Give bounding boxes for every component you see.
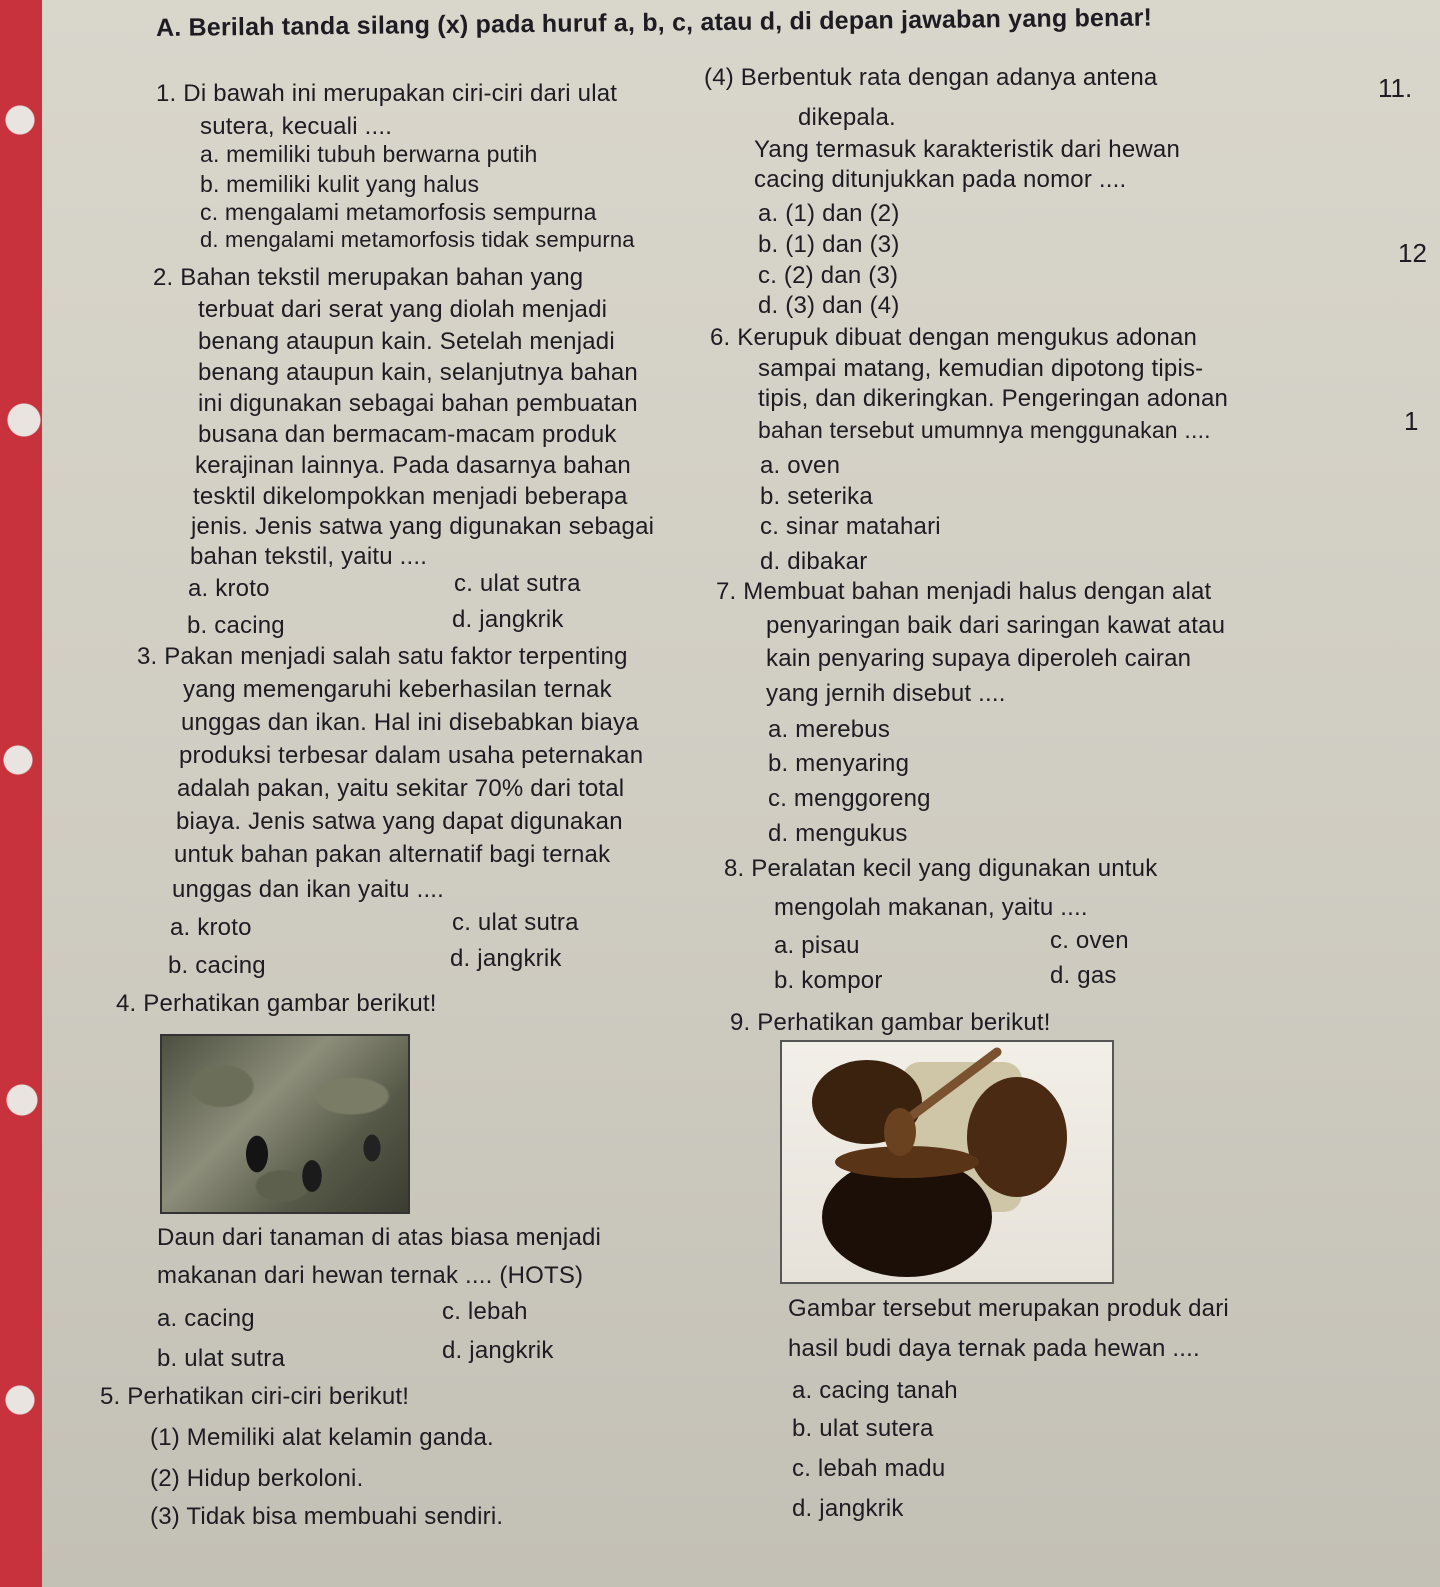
option-c[interactable]: c. menggoreng: [768, 785, 931, 812]
option-b[interactable]: b. ulat sutra: [157, 1345, 286, 1372]
question-stem-line: biaya. Jenis satwa yang dapat digunakan: [176, 808, 623, 835]
section-title: A. Berilah tanda silang (x) pada huruf a, b, c, atau d, di depan jawaban yang benar!: [155, 3, 1153, 42]
option-a[interactable]: a. pisau: [774, 932, 860, 959]
question-line: Yang termasuk karakteristik dari hewan: [754, 136, 1181, 163]
question-caption-line: hasil budi daya ternak pada hewan ....: [788, 1335, 1200, 1362]
option-b[interactable]: b. kompor: [774, 967, 883, 994]
question-stem-line: 8. Peralatan kecil yang digunakan untuk: [724, 855, 1158, 882]
option-c[interactable]: c. oven: [1050, 927, 1129, 954]
question-stem-line: kerajinan lainnya. Pada dasarnya bahan: [195, 452, 631, 479]
option-c[interactable]: c. ulat sutra: [454, 570, 581, 597]
option-d[interactable]: d. jangkrik: [792, 1495, 904, 1522]
mulberry-plant-image: [160, 1034, 410, 1214]
honey-jar-image: [780, 1040, 1114, 1284]
option-b[interactable]: b. cacing: [168, 952, 266, 979]
option-d[interactable]: d. mengalami metamorfosis tidak sempurna: [200, 227, 635, 252]
background-fabric: [0, 0, 42, 1587]
question-stem-line: produksi terbesar dalam usaha peternakan: [179, 742, 644, 769]
question-stem-line: unggas dan ikan. Hal ini disebabkan biaya: [181, 709, 639, 736]
question-caption-line: Daun dari tanaman di atas biasa menjadi: [157, 1224, 602, 1251]
characteristic-item: (2) Hidup berkoloni.: [150, 1465, 364, 1492]
question-stem-line: yang jernih disebut ....: [766, 680, 1006, 707]
edge-number: 12: [1398, 238, 1427, 268]
option-c[interactable]: c. ulat sutra: [452, 909, 579, 936]
question-stem-line: busana dan bermacam-macam produk: [198, 421, 617, 448]
question-stem-line: jenis. Jenis satwa yang digunakan sebagai: [191, 513, 655, 540]
question-stem-line: untuk bahan pakan alternatif bagi ternak: [174, 841, 611, 868]
question-stem-line: adalah pakan, yaitu sekitar 70% dari total: [177, 775, 625, 802]
question-stem-line: sutera, kecuali ....: [200, 113, 393, 140]
question-stem-line: terbuat dari serat yang diolah menjadi: [198, 296, 608, 323]
question-stem-line: mengolah makanan, yaitu ....: [774, 894, 1088, 921]
option-b[interactable]: b. cacing: [187, 612, 285, 639]
option-c[interactable]: c. mengalami metamorfosis sempurna: [200, 199, 597, 225]
question-stem-line: yang memengaruhi keberhasilan ternak: [183, 676, 612, 703]
option-d[interactable]: d. dibakar: [760, 548, 868, 575]
option-a[interactable]: a. kroto: [170, 914, 252, 941]
question-caption-line: Gambar tersebut merupakan produk dari: [788, 1295, 1229, 1322]
option-b[interactable]: b. memiliki kulit yang halus: [200, 171, 480, 197]
option-a[interactable]: a. merebus: [768, 716, 891, 743]
option-d[interactable]: d. jangkrik: [450, 945, 562, 972]
question-stem-line: 2. Bahan tekstil merupakan bahan yang: [153, 264, 584, 291]
characteristic-item: (4) Berbentuk rata dengan adanya antena: [704, 64, 1158, 91]
option-a[interactable]: a. cacing: [157, 1305, 255, 1332]
option-a[interactable]: a. memiliki tubuh berwarna putih: [200, 141, 538, 167]
option-b[interactable]: b. ulat sutera: [792, 1415, 934, 1442]
question-stem-line: 7. Membuat bahan menjadi halus dengan alat: [716, 578, 1212, 605]
characteristic-item: dikepala.: [798, 104, 896, 131]
question-stem-line: benang ataupun kain. Setelah menjadi: [198, 328, 615, 355]
option-a[interactable]: a. (1) dan (2): [758, 200, 900, 227]
option-a[interactable]: a. kroto: [188, 575, 270, 602]
characteristic-item: (1) Memiliki alat kelamin ganda.: [150, 1424, 494, 1451]
question-stem: 9. Perhatikan gambar berikut!: [730, 1009, 1051, 1036]
option-b[interactable]: b. menyaring: [768, 750, 910, 777]
question-stem-line: kain penyaring supaya diperoleh cairan: [766, 645, 1192, 672]
option-c[interactable]: c. lebah madu: [792, 1455, 946, 1482]
question-stem-line: penyaringan baik dari saringan kawat atau: [766, 612, 1226, 639]
option-c[interactable]: c. lebah: [442, 1298, 528, 1325]
question-stem-line: 3. Pakan menjadi salah satu faktor terpenting: [137, 643, 628, 670]
question-stem-line: 1. Di bawah ini merupakan ciri-ciri dari ulat: [156, 80, 618, 107]
question-stem-line: benang ataupun kain, selanjutnya bahan: [198, 359, 638, 386]
question-stem: 4. Perhatikan gambar berikut!: [116, 990, 437, 1017]
option-c[interactable]: c. (2) dan (3): [758, 262, 899, 289]
question-stem-line: sampai matang, kemudian dipotong tipis-: [758, 355, 1204, 382]
question-stem-line: tipis, dan dikeringkan. Pengeringan adonan: [758, 385, 1229, 412]
question-stem-line: 6. Kerupuk dibuat dengan mengukus adonan: [710, 324, 1198, 351]
option-a[interactable]: a. cacing tanah: [792, 1377, 958, 1404]
option-a[interactable]: a. oven: [760, 452, 841, 479]
question-caption-line: makanan dari hewan ternak .... (HOTS): [157, 1262, 584, 1289]
edge-number: 11.: [1378, 73, 1413, 103]
honey-illustration: [782, 1042, 1112, 1282]
option-d[interactable]: d. jangkrik: [442, 1337, 554, 1364]
option-d[interactable]: d. (3) dan (4): [758, 292, 900, 319]
edge-number: 1: [1404, 406, 1419, 436]
option-d[interactable]: d. mengukus: [768, 820, 908, 847]
honeycomb-dark: [967, 1077, 1067, 1197]
option-b[interactable]: b. (1) dan (3): [758, 231, 900, 258]
question-stem: 5. Perhatikan ciri-ciri berikut!: [100, 1383, 410, 1410]
option-d[interactable]: d. jangkrik: [452, 606, 564, 633]
question-line: cacing ditunjukkan pada nomor ....: [754, 166, 1127, 193]
question-stem-line: unggas dan ikan yaitu ....: [172, 876, 445, 903]
option-b[interactable]: b. seterika: [760, 483, 873, 510]
honey-dipper-head: [884, 1108, 916, 1156]
question-stem-line: ini digunakan sebagai bahan pembuatan: [198, 390, 638, 417]
option-c[interactable]: c. sinar matahari: [760, 513, 941, 540]
characteristic-item: (3) Tidak bisa membuahi sendiri.: [150, 1503, 504, 1530]
question-stem-line: tesktil dikelompokkan menjadi beberapa: [193, 483, 628, 510]
question-stem-line: bahan tekstil, yaitu ....: [190, 543, 428, 570]
option-d[interactable]: d. gas: [1050, 962, 1117, 989]
question-stem-line: bahan tersebut umumnya menggunakan ....: [758, 417, 1211, 443]
